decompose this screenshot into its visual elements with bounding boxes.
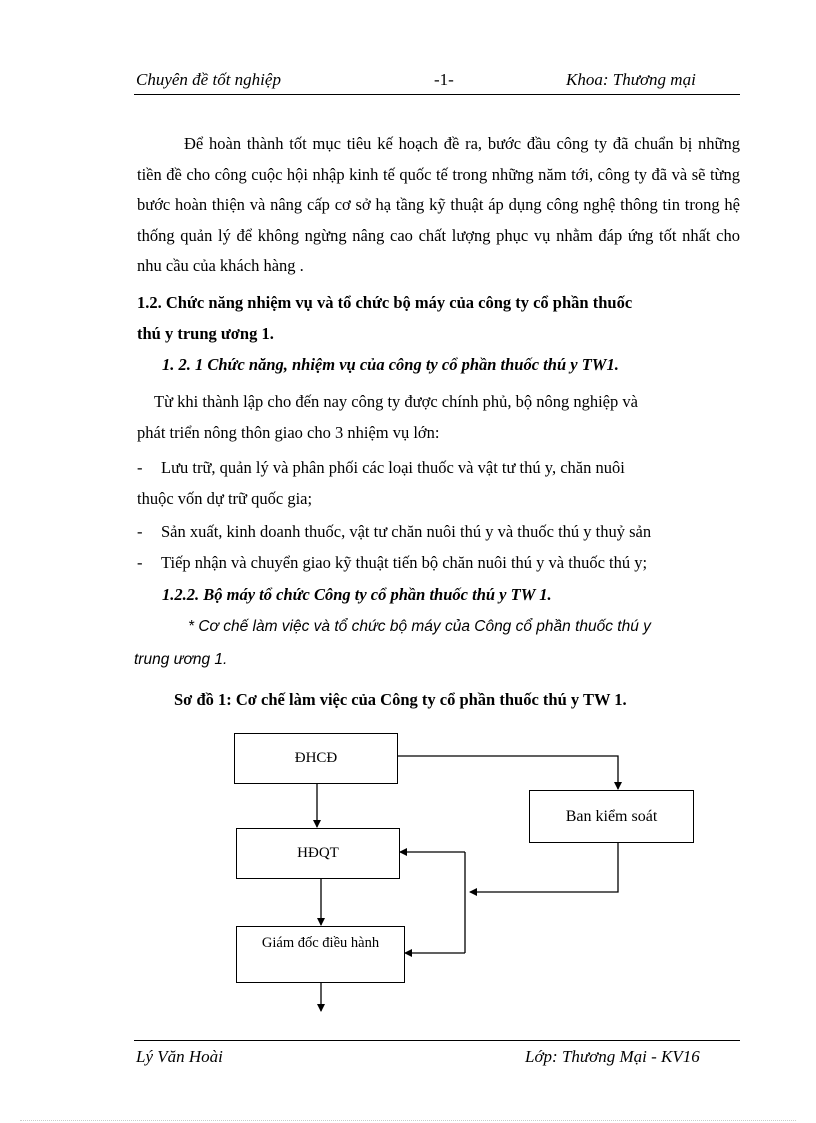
header-left: Chuyên đề tốt nghiệp bbox=[136, 70, 281, 89]
footer-left: Lý Văn Hoài bbox=[136, 1047, 223, 1066]
footer-right: Lớp: Thương Mại - KV16 bbox=[525, 1047, 700, 1066]
list-dash: - bbox=[137, 553, 143, 572]
node-giam-doc-label: Giám đốc điều hành bbox=[261, 935, 380, 951]
intro-paragraph: Để hoàn thành tốt mục tiêu kế hoạch đề ra, bước đầu công ty đã chuẩn bị những tiền đề cho công cuộc hội nhập kinh tế quốc tế trong những năm tới, công ty đã và sẽ từng bước hoàn thiện và nâng cấp cơ sở hạ tầng kỹ thuật áp dụng công nghệ thông tin trong hệ thống quản lý để không ngừng nâng cao chất lượng phục vụ nhằm đáp ứng tốt nhất cho nhu cầu của khách hàng . bbox=[137, 134, 740, 275]
note-line2: trung ương 1. bbox=[134, 651, 228, 668]
node-ban-kiem-soat-label: Ban kiểm soát bbox=[565, 807, 658, 825]
footer-rule bbox=[134, 1040, 740, 1041]
list-dash: - bbox=[137, 522, 143, 541]
page-edge-dots bbox=[20, 1120, 796, 1121]
list-item-continuation: thuộc vốn dự trữ quốc gia; bbox=[137, 489, 313, 508]
tasks-intro-line1: Từ khi thành lập cho đến nay công ty được chính phủ, bộ nông nghiệp và bbox=[154, 392, 638, 411]
section-heading-line2: thú y trung ương 1. bbox=[137, 324, 274, 343]
tasks-intro-line2: phát triển nông thôn giao cho 3 nhiệm vụ lớn: bbox=[137, 423, 440, 442]
diagram-title: Sơ đồ 1: Cơ chế làm việc của Công ty cổ phần thuốc thú y TW 1. bbox=[174, 690, 627, 709]
node-hdqt-label: HĐQT bbox=[297, 845, 339, 861]
header-right: Khoa: Thương mại bbox=[566, 70, 696, 89]
arrow-dhcd-to-bks bbox=[397, 756, 618, 789]
arrow-bks-to-bus bbox=[470, 843, 618, 892]
node-ban-kiem-soat bbox=[529, 790, 694, 843]
note-line1: * Cơ chế làm việc và tổ chức bộ máy của Công cổ phần thuốc thú y bbox=[188, 618, 651, 635]
list-item: Tiếp nhận và chuyển giao kỹ thuật tiến bộ chăn nuôi thú y và thuốc thú y; bbox=[161, 553, 648, 572]
subsection-1-heading: 1. 2. 1 Chức năng, nhiệm vụ của công ty cổ phần thuốc thú y TW1. bbox=[162, 355, 619, 374]
list-item: Lưu trữ, quản lý và phân phối các loại thuốc và vật tư thú y, chăn nuôi bbox=[161, 458, 625, 477]
node-dhcd-label: ĐHCĐ bbox=[294, 750, 338, 766]
node-giam-doc bbox=[236, 926, 405, 983]
section-heading-line1: 1.2. Chức năng nhiệm vụ và tổ chức bộ máy của công ty cổ phần thuốc bbox=[137, 293, 633, 312]
page-number: -1- bbox=[434, 70, 454, 89]
node-hdqt bbox=[236, 828, 400, 879]
subsection-2-heading: 1.2.2. Bộ máy tổ chức Công ty cổ phần thuốc thú y TW 1. bbox=[162, 585, 552, 604]
list-item: Sản xuất, kinh doanh thuốc, vật tư chăn nuôi thú y và thuốc thú y thuỷ sản bbox=[161, 522, 652, 541]
list-dash: - bbox=[137, 458, 143, 477]
node-dhcd bbox=[234, 733, 398, 784]
